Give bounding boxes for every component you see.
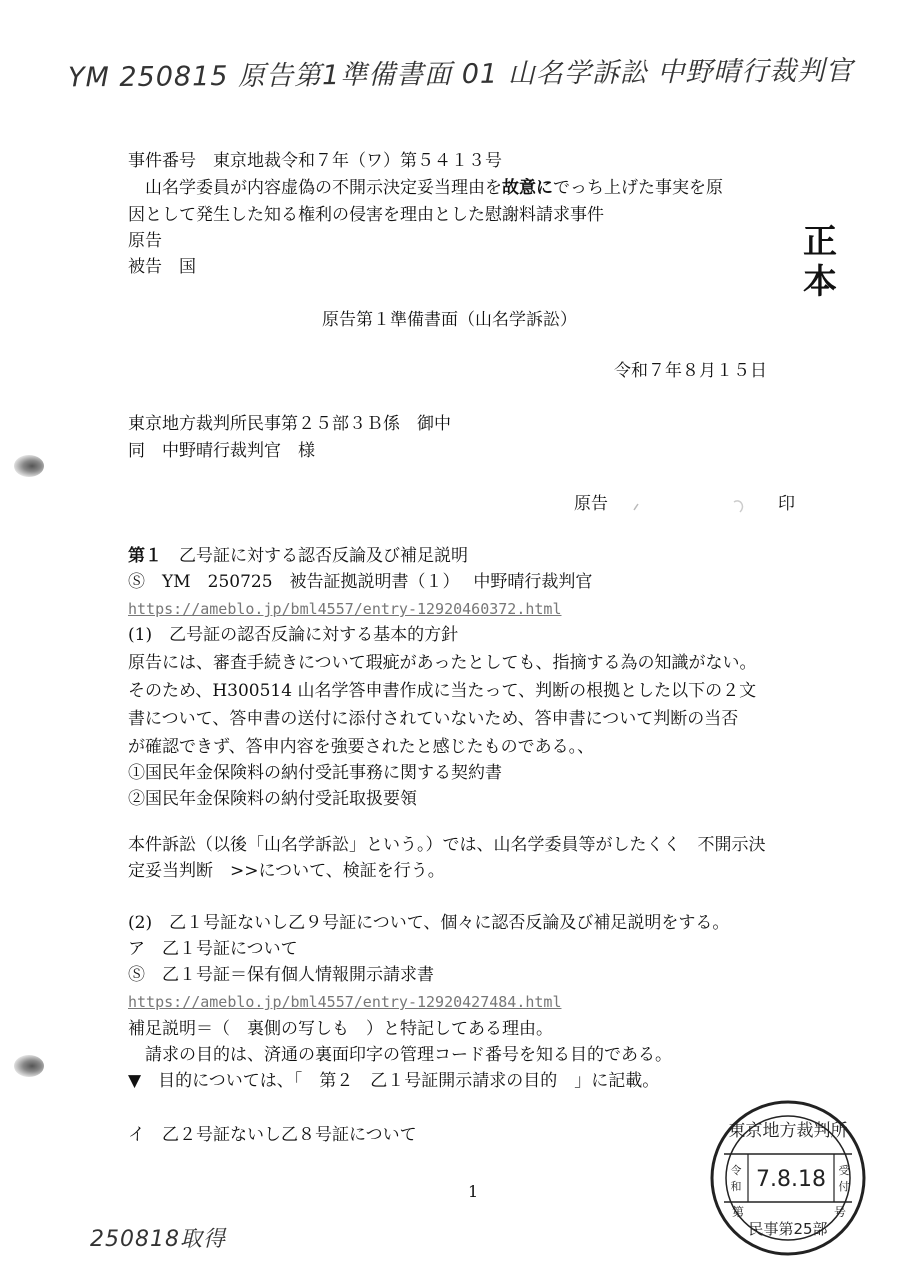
para1-line1: 原告には、審査手続きについて瑕疵があったとしても、指摘する為の知識がない。 — [128, 653, 757, 673]
stamp-go: 号 — [833, 1205, 847, 1219]
case-title-post: でっち上げた事実を原 — [553, 178, 723, 198]
seisho-mark: 正本 — [803, 222, 837, 302]
stamp-dai: 第 — [731, 1205, 745, 1219]
binder-hole-mark — [14, 455, 44, 477]
stamp-date: 7.8.18 — [756, 1167, 826, 1192]
list-item-2: ②国民年金保険料の納付受託取扱要領 — [128, 789, 417, 809]
signer-label: 原告 — [574, 494, 608, 514]
para1-heading: (1) 乙号証の認否反論に対する基本的方針 — [128, 625, 459, 645]
handwritten-footer: 250818取得 — [90, 1227, 226, 1252]
addressee-judge: 同 中野晴行裁判官 様 — [128, 441, 315, 461]
case-title-line2: 因として発生した知る権利の侵害を理由とした慰謝料請求事件 — [128, 205, 604, 225]
section1-label: 第１ — [128, 546, 162, 566]
para1-line3: 書について、答申書の送付に添付されていないため、答申書について判断の当否 — [128, 709, 739, 729]
stamp-court-name: 東京地方裁判所 — [728, 1121, 848, 1141]
stamp-received-1: 受 — [838, 1164, 850, 1177]
para1-line2: そのため、H300514 山名学答申書作成に当たって、判断の根拠とした以下の２文 — [128, 681, 757, 701]
addressee-court: 東京地方裁判所民事第２５部３Ｂ係 御中 — [128, 414, 451, 434]
document-title: 原告第１準備書面（山名学訴訟） — [322, 310, 577, 330]
plaintiff-label: 原告 — [128, 231, 162, 251]
url-link-1[interactable]: https://ameblo.jp/bml4557/entry-12920460372.html — [128, 600, 562, 618]
subsection-i-heading: イ 乙２号証ないし乙８号証について — [128, 1125, 417, 1145]
para2-line1: 本件訴訟（以後「山名学訴訟」という。）では、山名学委員等がしたくく 不開示決 — [128, 835, 766, 855]
section1-heading — [128, 545, 468, 567]
reference-line-2: Ⓢ 乙１号証＝保有個人情報開示請求書 — [128, 965, 434, 985]
supplement-note: 補足説明＝（ 裏側の写しも ）と特記してある理由。 — [128, 1019, 553, 1039]
stamp-era-2: 和 — [730, 1180, 742, 1193]
arrow-note: ▼ 目的については、「 第２ 乙１号証開示請求の目的 」に記載。 — [128, 1071, 660, 1091]
para1-line4: が確認できず、答申内容を強要されたと感じたものである。、 — [128, 737, 595, 757]
defendant-label: 被告 国 — [128, 257, 196, 277]
document-date: 令和７年８月１５日 — [614, 361, 767, 381]
list-item-1: ①国民年金保険料の納付受託事務に関する契約書 — [128, 763, 502, 783]
case-title-emphasis: 故意に — [502, 178, 553, 198]
section1-title: 乙号証に対する認否反論及び補足説明 — [179, 546, 468, 566]
page-number: 1 — [468, 1182, 479, 1201]
url-link-2[interactable]: https://ameblo.jp/bml4557/entry-12920427484.html — [128, 993, 562, 1011]
binder-hole-mark — [14, 1055, 44, 1077]
case-title-line1 — [128, 177, 723, 199]
para2-line2: 定妥当判断 >>について、検証を行う。 — [128, 861, 445, 881]
subsection-a-heading: ア 乙１号証について — [128, 939, 298, 959]
stamp-received-2: 付 — [838, 1180, 850, 1193]
case-title-pre: 山名学委員が内容虚偽の不開示決定妥当理由を — [128, 178, 502, 198]
stamp-division: 民事第25部 — [748, 1220, 828, 1238]
seal-mark: 印 — [778, 494, 795, 514]
para3-heading: (2) 乙１号証ないし乙９号証について、個々に認否反論及び補足説明をする。 — [128, 913, 730, 933]
court-received-stamp — [708, 1098, 868, 1258]
purpose-line: 請求の目的は、済通の裏面印字の管理コード番号を知る目的である。 — [128, 1045, 672, 1065]
reference-line-1: Ⓢ YM 250725 被告証拠説明書（１） 中野晴行裁判官 — [128, 572, 593, 592]
redacted-name — [630, 494, 780, 516]
handwritten-header: YM 250815 原告第1準備書面 01 山名学訴訟 中野晴行裁判官 — [67, 55, 854, 94]
stamp-era-1: 令 — [730, 1164, 742, 1177]
case-number: 事件番号 東京地裁令和７年（ワ）第５４１３号 — [128, 151, 502, 171]
